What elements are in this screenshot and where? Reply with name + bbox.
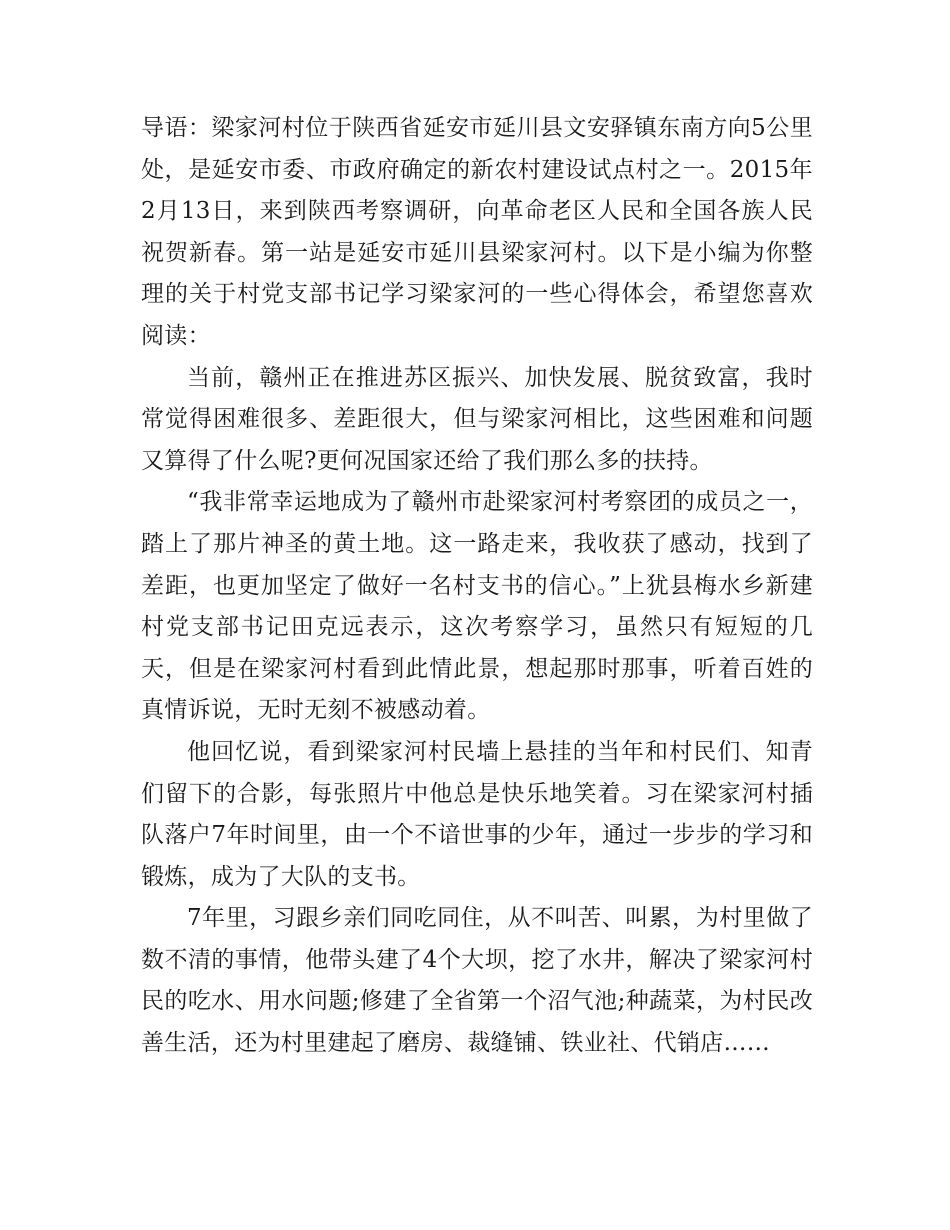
intro-paragraph: 导语：梁家河村位于陕西省延安市延川县文安驿镇东南方向5公里处，是延安市委、市政府确定的新农村建设试点村之一。2015年2月13日，来到陕西考察调研，向革命老区人民和全国各族人民祝贺新春。第一站是延安市延川县梁家河村。以下是小编为你整理的关于村党支部书记学习梁家河的一些心得体会，希望您喜欢阅读： [141,115,813,349]
document-body [141,108,813,1065]
body-paragraph: 他回忆说，看到梁家河村民墙上悬挂的当年和村民们、知青们留下的合影，每张照片中他总是快乐地笑着。习在梁家河村插队落户7年时间里，由一个不谙世事的少年，通过一步步的学习和锻炼，成为了大队的支书。 [141,738,813,890]
body-paragraph: “我非常幸运地成为了赣州市赴梁家河村考察团的成员之一，踏上了那片神圣的黄土地。这一路走来，我收获了感动，找到了差距，也更加坚定了做好一名村支书的信心。”上犹县梅水乡新建村党支部书记田克远表示，这次考察学习，虽然只有短短的几天，但是在梁家河村看到此情此景，想起那时那事，听着百姓的真情诉说，无时无刻不被感动着。 [141,489,813,724]
body-paragraph: 7年里，习跟乡亲们同吃同住，从不叫苦、叫累，为村里做了数不清的事情，他带头建了4个大坝，挖了水井，解决了梁家河村民的吃水、用水问题;修建了全省第一个沼气池;种蔬菜，为村民改善生活，还为村里建起了磨房、裁缝铺、铁业社、代销店…… [141,905,813,1057]
body-paragraph: 当前，赣州正在推进苏区振兴、加快发展、脱贫致富，我时常觉得困难很多、差距很大，但与梁家河相比，这些困难和问题又算得了什么呢?更何况国家还给了我们那么多的扶持。 [141,364,813,474]
